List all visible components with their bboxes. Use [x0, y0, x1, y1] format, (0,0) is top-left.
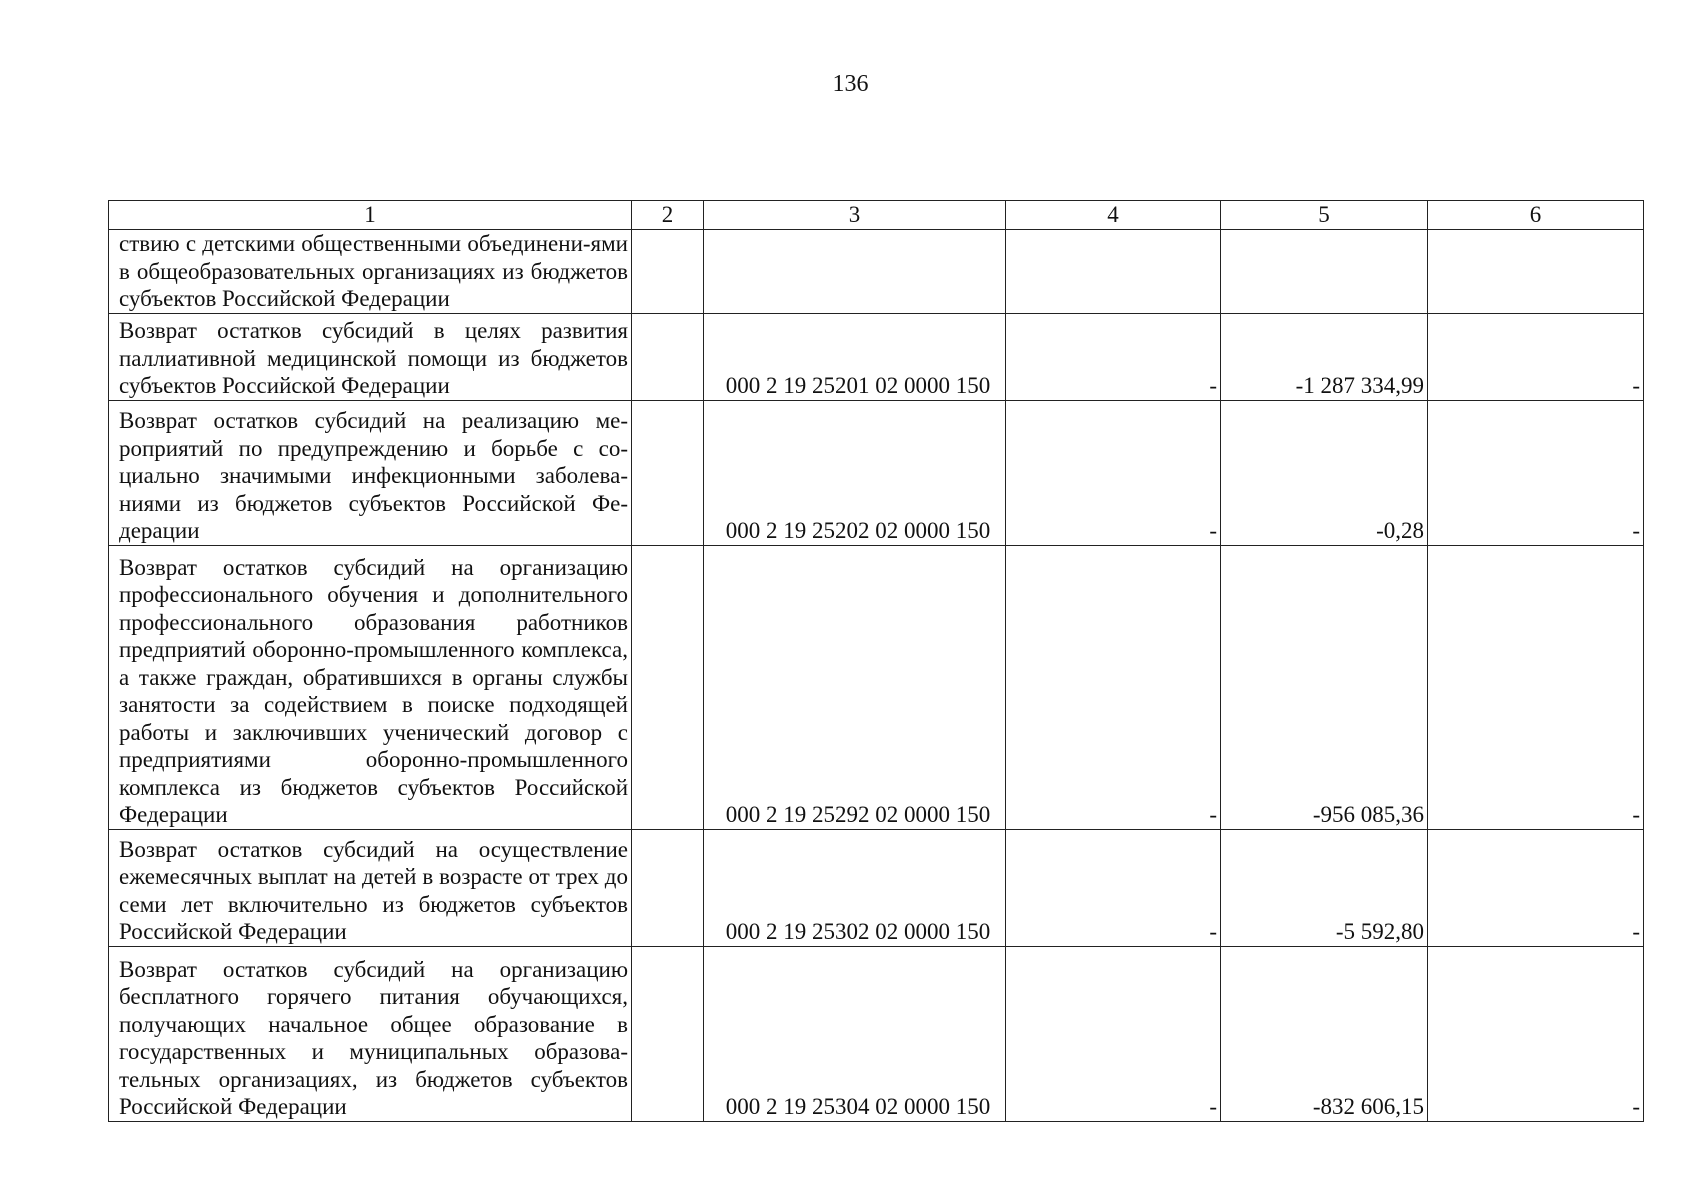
row-col4: -: [1006, 545, 1221, 829]
row-description: Возврат остатков субсидий на организацию бесплатного горячего питания обучающихся, получающих начальное общее образование в государственных и муниципальных образовательных организациях, из бюджетов субъектов Российской Федерации: [109, 946, 632, 1121]
row-col4: -: [1006, 829, 1221, 946]
row-amount: -5 592,80: [1221, 829, 1428, 946]
row-description: Возврат остатков субсидий на реализацию мероприятий по предупреждению и борьбе с социально значимыми инфекционными заболеваниями из бюджетов субъектов Российской Федерации: [109, 400, 632, 545]
row-amount: -956 085,36: [1221, 545, 1428, 829]
table-row: [109, 400, 1644, 545]
row-col6: -: [1428, 545, 1644, 829]
row-col6: -: [1428, 946, 1644, 1121]
row-description: ствию с детскими общественными объединени-ями в общеобразовательных организациях из бюджетов субъектов Российской Федерации: [109, 230, 632, 314]
row-col6: -: [1428, 313, 1644, 400]
row-budget-code: 000 2 19 25302 02 0000 150: [704, 829, 1006, 946]
row-col2: [632, 829, 704, 946]
row-amount: -1 287 334,99: [1221, 313, 1428, 400]
row-col2: [632, 545, 704, 829]
column-header-4: 4: [1006, 201, 1221, 230]
row-description: Возврат остатков субсидий в целях развития паллиативной медицинской помощи из бюджетов субъектов Российской Федерации: [109, 313, 632, 400]
table-row: [109, 946, 1644, 1121]
row-budget-code: [704, 230, 1006, 314]
row-col6: -: [1428, 829, 1644, 946]
row-amount: -832 606,15: [1221, 946, 1428, 1121]
row-col4: -: [1006, 313, 1221, 400]
row-amount: [1221, 230, 1428, 314]
page-number: 136: [832, 71, 869, 97]
column-header-2: 2: [632, 201, 704, 230]
row-col2: [632, 313, 704, 400]
table-row: [109, 230, 1644, 314]
row-budget-code: 000 2 19 25202 02 0000 150: [704, 400, 1006, 545]
row-col2: [632, 400, 704, 545]
row-col2: [632, 230, 704, 314]
column-header-5: 5: [1221, 201, 1428, 230]
budget-table: [108, 200, 1644, 1122]
row-col6: [1428, 230, 1644, 314]
row-budget-code: 000 2 19 25292 02 0000 150: [704, 545, 1006, 829]
row-col4: -: [1006, 946, 1221, 1121]
row-col6: -: [1428, 400, 1644, 545]
row-description: Возврат остатков субсидий на организацию профессионального обучения и дополнительного профессионального образования работников предприятий оборонно-промышленного комплекса, а также граждан, обратившихся в органы службы занятости за содействием в поиске подходящей работы и заключивших ученический договор с предприятиями оборонно-промышленного комплекса из бюджетов субъектов Российской Федерации: [109, 545, 632, 829]
column-header-6: 6: [1428, 201, 1644, 230]
row-budget-code: 000 2 19 25304 02 0000 150: [704, 946, 1006, 1121]
row-col4: -: [1006, 400, 1221, 545]
column-header-1: 1: [109, 201, 632, 230]
table-row: [109, 545, 1644, 829]
table-row: [109, 313, 1644, 400]
table-row: [109, 829, 1644, 946]
header-row: [109, 201, 1644, 230]
row-budget-code: 000 2 19 25201 02 0000 150: [704, 313, 1006, 400]
row-col4: [1006, 230, 1221, 314]
row-description: Возврат остатков субсидий на осуществление ежемесячных выплат на детей в возрасте от трех до семи лет включительно из бюджетов субъектов Российской Федерации: [109, 829, 632, 946]
row-col2: [632, 946, 704, 1121]
column-header-3: 3: [704, 201, 1006, 230]
row-amount: -0,28: [1221, 400, 1428, 545]
